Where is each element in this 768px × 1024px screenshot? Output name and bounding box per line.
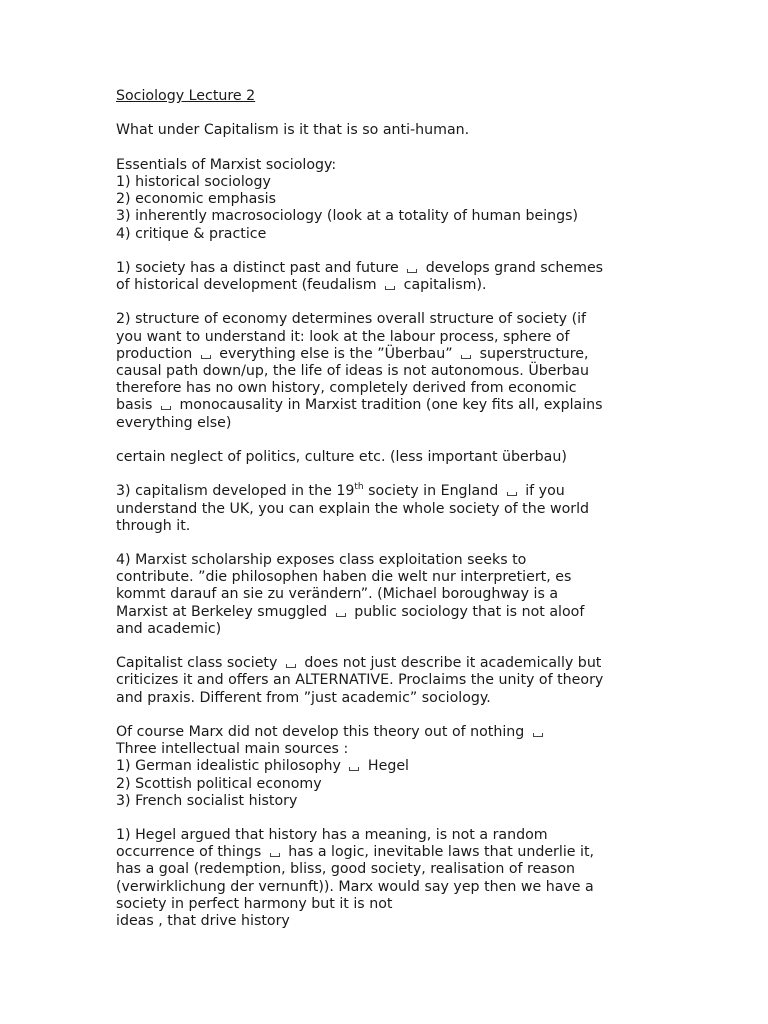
arrow-icon — [347, 762, 361, 772]
arrow-icon — [284, 659, 298, 669]
paragraph-line: 1) society has a distinct past and future develops grand schemes — [116, 259, 604, 276]
document-title: Sociology Lecture 2 — [116, 88, 256, 104]
essentials-item: 1) historical sociology — [116, 173, 271, 190]
arrow-icon — [531, 728, 545, 738]
paragraph-line: kommt darauf an sie zu verändern”. (Michael boroughway is a — [116, 586, 559, 603]
paragraph-line: production everything else is the ”Überbau” superstructure, — [116, 345, 589, 362]
paragraph-line: Capitalist class society does not just describe it academically but — [116, 655, 602, 672]
arrow-icon — [199, 350, 213, 360]
arrow-icon — [383, 281, 397, 291]
paragraph-line: 1) Hegel argued that history has a meaning, is not a random — [116, 827, 548, 844]
paragraph-line: Of course Marx did not develop this theory out of nothing — [116, 724, 656, 741]
paragraph-line: and academic) — [116, 620, 222, 637]
paragraph-line: everything else) — [116, 414, 232, 431]
paragraph-line: 2) structure of economy determines overall structure of society (if — [116, 311, 587, 328]
arrow-icon — [268, 848, 282, 858]
paragraph-line: therefore has no own history, completely derived from economic — [116, 380, 577, 397]
paragraph-line: ideas , that drive history — [116, 913, 290, 929]
essentials-item: 2) economic emphasis — [116, 191, 276, 208]
paragraph-line: basis monocausality in Marxist tradition (one key fits all, explains — [116, 397, 603, 414]
paragraph-line: you want to understand it: look at the labour process, sphere of — [116, 328, 570, 345]
paragraph-line: and praxis. Different from ”just academic” sociology. — [116, 689, 491, 706]
essentials-heading: Essentials of Marxist sociology: — [116, 156, 337, 173]
paragraph-line: Marxist at Berkeley smuggled public sociology that is not aloof — [116, 603, 585, 620]
paragraph-line: has a goal (redemption, bliss, good society, realisation of reason — [116, 861, 576, 878]
essentials-item: 4) critique & practice — [116, 225, 267, 242]
paragraph-line: (verwirklichung der vernunft)). Marx would say yep then we have a — [116, 878, 594, 895]
paragraph-line: understand the UK, you can explain the whole society of the world — [116, 500, 590, 517]
arrow-icon — [405, 264, 419, 274]
essentials-item: 3) inherently macrosociology (look at a totality of human beings) — [116, 208, 579, 225]
paragraph-line: 2) Scottish political economy — [116, 775, 322, 792]
paragraph-line: causal path down/up, the life of ideas is not autonomous. Überbau — [116, 363, 589, 379]
arrow-icon — [334, 608, 348, 618]
paragraph-line: 4) Marxist scholarship exposes class exploitation seeks to — [116, 552, 527, 569]
arrow-icon — [159, 401, 173, 411]
arrow-icon — [459, 350, 473, 360]
paragraph-line: 3) capitalism developed in the 19th society in England if you — [116, 482, 565, 500]
paragraph-line: through it. — [116, 517, 191, 534]
paragraph-line: 1) German idealistic philosophy Hegel — [116, 758, 409, 775]
arrow-icon — [505, 487, 519, 497]
question-line: What under Capitalism is it that is so anti-human. — [116, 122, 470, 139]
document-body — [116, 88, 656, 930]
paragraph-line: Three intellectual main sources : — [116, 741, 349, 758]
paragraph-line: society in perfect harmony but it is not — [116, 895, 393, 912]
paragraph-line: of historical development (feudalism capitalism). — [116, 277, 487, 294]
paragraph-line: criticizes it and offers an ALTERNATIVE. Proclaims the unity of theory — [116, 672, 604, 689]
paragraph-line: 3) French socialist history — [116, 792, 298, 809]
paragraph-line: contribute. ”die philosophen haben die welt nur interpretiert, es — [116, 569, 572, 586]
paragraph-line: certain neglect of politics, culture etc. (less important überbau) — [116, 448, 567, 465]
paragraph-line: occurrence of things has a logic, inevitable laws that underlie it, — [116, 844, 595, 861]
